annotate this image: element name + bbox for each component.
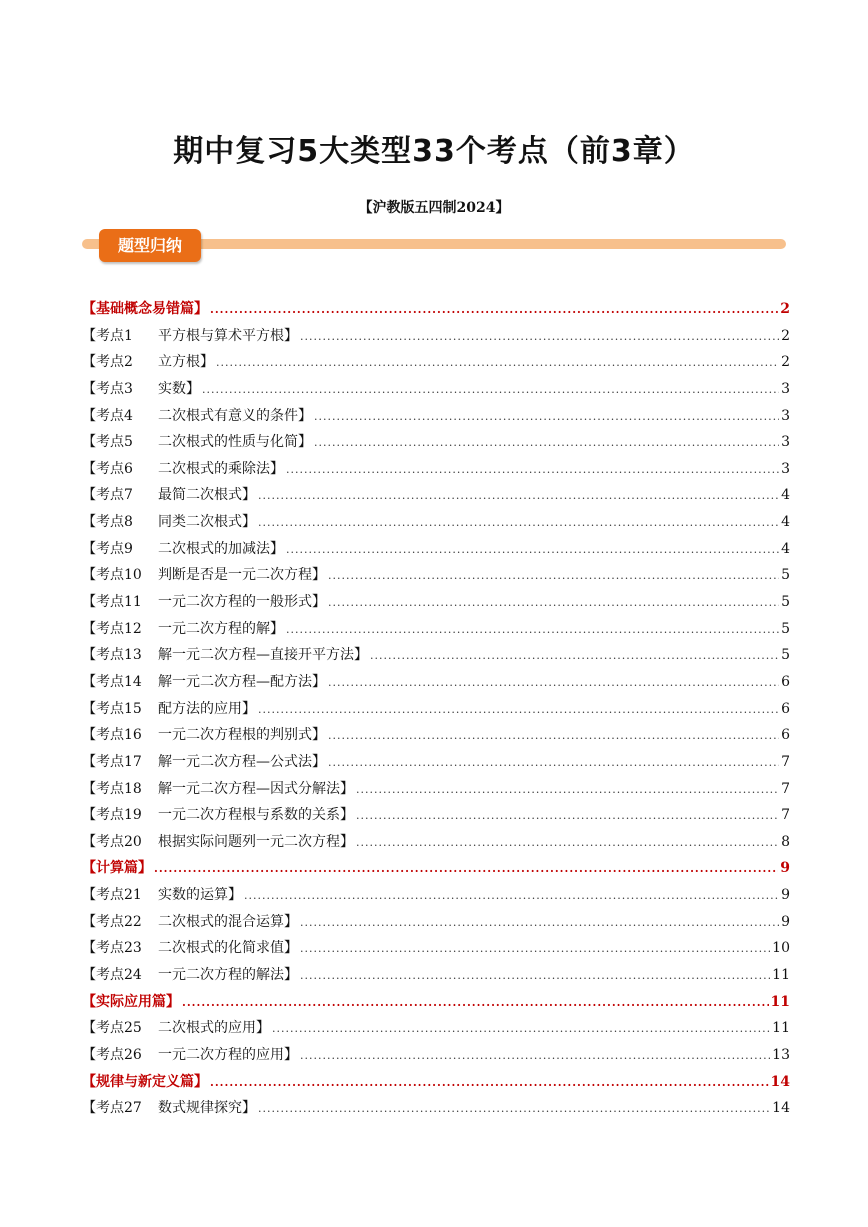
toc-item-prefix: 【考点 xyxy=(82,434,124,451)
toc-item-prefix: 【考点 xyxy=(82,753,124,770)
toc-item-number: 24 xyxy=(124,967,142,984)
toc-section-row[interactable] xyxy=(82,855,790,882)
toc-leader-dots xyxy=(328,590,779,617)
toc-item-prefix: 【考点 xyxy=(82,514,124,531)
toc-item-number: 25 xyxy=(124,1020,142,1037)
toc-item-row[interactable] xyxy=(82,722,790,749)
toc-page-number: 6 xyxy=(781,673,790,690)
toc-item-label xyxy=(82,909,298,936)
toc-item-row[interactable] xyxy=(82,376,790,403)
toc-item-prefix: 【考点 xyxy=(82,727,124,744)
toc-item-row[interactable] xyxy=(82,323,790,350)
toc-page-number: 14 xyxy=(770,1073,790,1090)
toc-item-prefix: 【考点 xyxy=(82,620,124,637)
document-title: 期中复习5大类型33个考点（前3章） xyxy=(173,134,695,169)
toc-item-title: 配方法的应用】 xyxy=(158,700,256,717)
toc-item-prefix: 【考点 xyxy=(82,1020,124,1037)
toc-leader-dots xyxy=(272,1016,770,1043)
toc-item-number: 27 xyxy=(124,1100,142,1117)
toc-item-label xyxy=(82,349,214,376)
toc-page-number: 3 xyxy=(781,380,790,397)
toc-leader-dots xyxy=(258,1096,770,1123)
toc-item-number: 10 xyxy=(124,567,142,584)
toc-item-number: 13 xyxy=(124,647,142,664)
toc-item-title: 根据实际问题列一元二次方程】 xyxy=(158,833,354,850)
toc-leader-dots xyxy=(258,483,779,510)
toc-item-number: 21 xyxy=(124,887,142,904)
toc-item-title: 一元二次方程根的判别式】 xyxy=(158,727,326,744)
toc-item-number: 23 xyxy=(124,940,142,957)
toc-item-row[interactable] xyxy=(82,749,790,776)
toc-item-prefix: 【考点 xyxy=(82,380,124,397)
toc-item-prefix: 【考点 xyxy=(82,887,124,904)
toc-section-row[interactable] xyxy=(82,989,790,1016)
toc-item-number: 17 xyxy=(124,753,142,770)
toc-section-label: 【基础概念易错篇】 xyxy=(82,301,208,317)
toc-leader-dots xyxy=(370,643,779,670)
toc-item-row[interactable] xyxy=(82,482,790,509)
toc-page-number: 13 xyxy=(772,1046,790,1063)
toc-leader-dots xyxy=(216,350,779,377)
toc-leader-dots xyxy=(300,963,770,990)
toc-item-title: 实数】 xyxy=(158,380,200,397)
toc-item-label xyxy=(82,509,256,536)
toc-item-label xyxy=(82,802,354,829)
toc-item-prefix: 【考点 xyxy=(82,540,124,557)
toc-item-label xyxy=(82,429,312,456)
toc-item-prefix: 【考点 xyxy=(82,594,124,611)
toc-page-number: 6 xyxy=(781,700,790,717)
toc-leader-dots xyxy=(328,723,779,750)
toc-item-title: 数式规律探究】 xyxy=(158,1100,256,1117)
toc-item-prefix: 【考点 xyxy=(82,1100,124,1117)
toc-item-title: 二次根式的混合运算】 xyxy=(158,913,298,930)
toc-item-title: 二次根式的乘除法】 xyxy=(158,460,284,477)
toc-item-prefix: 【考点 xyxy=(82,780,124,797)
toc-page-number: 7 xyxy=(781,807,790,824)
toc-item-row[interactable] xyxy=(82,1042,790,1069)
toc-item-prefix: 【考点 xyxy=(82,913,124,930)
toc-page-number: 2 xyxy=(781,354,790,371)
toc-page-number: 11 xyxy=(772,1020,790,1037)
toc-item-title: 二次根式有意义的条件】 xyxy=(158,407,312,424)
toc-leader-dots xyxy=(286,537,779,564)
toc-item-label xyxy=(82,776,354,803)
toc-page-number: 4 xyxy=(781,514,790,531)
toc-item-label xyxy=(82,456,284,483)
toc-section-row[interactable] xyxy=(82,296,790,323)
toc-item-number: 6 xyxy=(124,460,133,477)
toc-page-number: 9 xyxy=(780,860,790,877)
toc-leader-dots xyxy=(328,563,779,590)
toc-item-prefix: 【考点 xyxy=(82,647,124,664)
toc-item-prefix: 【考点 xyxy=(82,700,124,717)
toc-leader-dots xyxy=(286,457,779,484)
toc-page-number: 3 xyxy=(781,434,790,451)
toc-item-title: 二次根式的加减法】 xyxy=(158,540,284,557)
toc-item-row[interactable] xyxy=(82,349,790,376)
toc-item-number: 2 xyxy=(124,354,133,371)
toc-item-label xyxy=(82,829,354,856)
toc-page-number: 6 xyxy=(781,727,790,744)
toc-leader-dots xyxy=(314,430,779,457)
toc-item-prefix: 【考点 xyxy=(82,354,124,371)
toc-item-label xyxy=(82,882,242,909)
toc-item-label xyxy=(82,403,312,430)
toc-page-number: 2 xyxy=(780,301,790,317)
toc-item-row[interactable] xyxy=(82,1015,790,1042)
toc-item-label xyxy=(82,1095,256,1122)
toc-leader-dots xyxy=(328,750,779,777)
toc-leader-dots xyxy=(258,697,779,724)
toc-item-row[interactable] xyxy=(82,642,790,669)
toc-section-label: 【规律与新定义篇】 xyxy=(82,1073,208,1090)
toc-page-number: 3 xyxy=(781,460,790,477)
toc-item-prefix: 【考点 xyxy=(82,940,124,957)
toc-item-number: 22 xyxy=(124,913,142,930)
toc-item-prefix: 【考点 xyxy=(82,327,124,344)
toc-item-label xyxy=(82,642,368,669)
toc-item-prefix: 【考点 xyxy=(82,967,124,984)
toc-leader-dots xyxy=(300,910,779,937)
toc-leader-dots xyxy=(154,856,778,883)
toc-item-title: 判断是否是一元二次方程】 xyxy=(158,567,326,584)
toc-leader-dots xyxy=(286,617,779,644)
toc-item-row[interactable] xyxy=(82,536,790,563)
toc-leader-dots xyxy=(356,777,779,804)
toc-item-number: 18 xyxy=(124,780,142,797)
toc-page-number: 7 xyxy=(781,780,790,797)
toc-item-row[interactable] xyxy=(82,935,790,962)
toc-item-label xyxy=(82,1015,270,1042)
toc-leader-dots xyxy=(258,510,779,537)
toc-leader-dots xyxy=(356,830,779,857)
toc-item-title: 平方根与算术平方根】 xyxy=(158,327,298,344)
toc-item-row[interactable] xyxy=(82,776,790,803)
toc-section-label: 【计算篇】 xyxy=(82,860,152,877)
toc-item-row[interactable] xyxy=(82,589,790,616)
toc-item-label xyxy=(82,616,284,643)
document-subtitle: 【沪教版五四制2024】 xyxy=(358,200,510,216)
toc-section-label: 【实际应用篇】 xyxy=(82,993,180,1010)
toc-item-label xyxy=(82,376,200,403)
toc-item-row[interactable] xyxy=(82,909,790,936)
toc-page-number: 10 xyxy=(772,940,790,957)
toc-item-row[interactable] xyxy=(82,616,790,643)
toc-item-label xyxy=(82,482,256,509)
toc-item-number: 19 xyxy=(124,807,142,824)
toc-page-number: 4 xyxy=(781,540,790,557)
toc-item-number: 15 xyxy=(124,700,142,717)
toc-item-prefix: 【考点 xyxy=(82,673,124,690)
toc-item-title: 二次根式的应用】 xyxy=(158,1020,270,1037)
toc-item-number: 11 xyxy=(124,594,142,611)
toc-item-number: 20 xyxy=(124,833,142,850)
toc-item-label xyxy=(82,722,326,749)
toc-leader-dots xyxy=(244,883,779,910)
toc-item-number: 9 xyxy=(124,540,133,557)
toc-item-number: 4 xyxy=(124,407,133,424)
toc-item-number: 5 xyxy=(124,434,133,451)
toc-item-title: 解一元二次方程—因式分解法】 xyxy=(158,780,354,797)
toc-leader-dots xyxy=(300,936,770,963)
toc-item-title: 一元二次方程的解法】 xyxy=(158,967,298,984)
toc-item-row[interactable] xyxy=(82,509,790,536)
toc-item-row[interactable] xyxy=(82,696,790,723)
toc-item-title: 二次根式的性质与化简】 xyxy=(158,434,312,451)
toc-page-number: 7 xyxy=(781,753,790,770)
toc-item-row[interactable] xyxy=(82,403,790,430)
toc-item-title: 二次根式的化简求值】 xyxy=(158,940,298,957)
toc-leader-dots xyxy=(356,803,779,830)
toc-page-number: 2 xyxy=(781,327,790,344)
toc-item-title: 实数的运算】 xyxy=(158,887,242,904)
toc-item-number: 8 xyxy=(124,514,133,531)
toc-leader-dots xyxy=(328,670,779,697)
toc-item-number: 14 xyxy=(124,673,142,690)
toc-leader-dots xyxy=(202,377,779,404)
toc-item-title: 一元二次方程的一般形式】 xyxy=(158,594,326,611)
toc-item-prefix: 【考点 xyxy=(82,807,124,824)
toc-page-number: 9 xyxy=(781,913,790,930)
toc-item-label xyxy=(82,696,256,723)
toc-page-number: 4 xyxy=(781,487,790,504)
toc-item-label xyxy=(82,749,326,776)
toc-item-row[interactable] xyxy=(82,562,790,589)
toc-page-number: 8 xyxy=(781,833,790,850)
toc-item-title: 解一元二次方程—公式法】 xyxy=(158,753,326,770)
toc-item-prefix: 【考点 xyxy=(82,460,124,477)
toc-item-row[interactable] xyxy=(82,802,790,829)
toc-item-prefix: 【考点 xyxy=(82,1046,124,1063)
toc-item-title: 一元二次方程根与系数的关系】 xyxy=(158,807,354,824)
toc-item-title: 同类二次根式】 xyxy=(158,514,256,531)
toc-item-row[interactable] xyxy=(82,829,790,856)
toc-item-prefix: 【考点 xyxy=(82,407,124,424)
toc-item-label xyxy=(82,669,326,696)
toc-leader-dots xyxy=(300,324,779,351)
toc-item-title: 解一元二次方程—直接开平方法】 xyxy=(158,647,368,664)
toc-page-number: 5 xyxy=(781,620,790,637)
toc-item-title: 立方根】 xyxy=(158,354,214,371)
toc-page-number: 9 xyxy=(781,887,790,904)
toc-item-label xyxy=(82,962,298,989)
toc-item-title: 一元二次方程的解】 xyxy=(158,620,284,637)
toc-leader-dots xyxy=(300,1043,770,1070)
toc-leader-dots xyxy=(210,1070,769,1097)
toc-item-label xyxy=(82,1042,298,1069)
toc-item-row[interactable] xyxy=(82,456,790,483)
toc-item-row[interactable] xyxy=(82,962,790,989)
toc-item-prefix: 【考点 xyxy=(82,567,124,584)
table-of-contents xyxy=(82,296,790,1122)
toc-item-label xyxy=(82,536,284,563)
toc-item-row[interactable] xyxy=(82,429,790,456)
toc-leader-dots xyxy=(314,404,779,431)
toc-page-number: 3 xyxy=(781,407,790,424)
toc-item-title: 最简二次根式】 xyxy=(158,487,256,504)
toc-item-label xyxy=(82,562,326,589)
toc-item-number: 7 xyxy=(124,487,133,504)
toc-item-row[interactable] xyxy=(82,1095,790,1122)
toc-item-prefix: 【考点 xyxy=(82,833,124,850)
toc-section-row[interactable] xyxy=(82,1069,790,1096)
toc-item-number: 1 xyxy=(124,327,133,344)
toc-leader-dots xyxy=(210,297,778,324)
toc-item-title: 解一元二次方程—配方法】 xyxy=(158,673,326,690)
toc-item-number: 26 xyxy=(124,1046,142,1063)
toc-item-row[interactable] xyxy=(82,882,790,909)
toc-item-number: 16 xyxy=(124,727,142,744)
toc-item-number: 3 xyxy=(124,380,133,397)
toc-page-number: 11 xyxy=(772,967,790,984)
section-banner-label: 题型归纳 xyxy=(99,229,201,262)
toc-page-number: 11 xyxy=(770,993,790,1010)
toc-item-label xyxy=(82,589,326,616)
toc-page-number: 5 xyxy=(781,647,790,664)
toc-item-number: 12 xyxy=(124,620,142,637)
toc-item-label xyxy=(82,323,298,350)
toc-item-label xyxy=(82,935,298,962)
toc-page-number: 5 xyxy=(781,567,790,584)
toc-leader-dots xyxy=(182,990,769,1017)
toc-page-number: 5 xyxy=(781,594,790,611)
toc-item-title: 一元二次方程的应用】 xyxy=(158,1046,298,1063)
toc-item-row[interactable] xyxy=(82,669,790,696)
toc-item-prefix: 【考点 xyxy=(82,487,124,504)
toc-page-number: 14 xyxy=(772,1100,790,1117)
